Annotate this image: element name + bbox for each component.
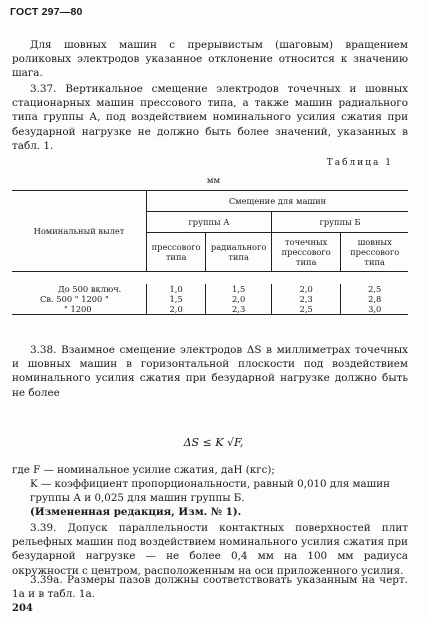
table-cell: 2,5 [341,284,408,294]
table-cell: 2,0 [147,304,206,315]
table-col-2: радиального типа [206,233,272,272]
table-cell: 1,5 [206,284,272,294]
paragraph-3-38: 3.38. Взаимное смещение электродов ΔS в миллиметрах точечных и шовных машин в горизонтальной плоскости под воздействием номинального усилия сжатия при безударной нагрузке должно быть не более [12,344,408,399]
formula: ΔS ≤ K √F, [183,436,244,449]
table-cell: 2,5 [272,304,341,315]
definition-k: K — коэффициент пропорциональности, равный 0,010 для машин группы А и 0,025 для машин группы Б. [30,478,390,504]
table-cell: 2,0 [206,294,272,304]
paragraph-3-39a: 3.39а. Размеры пазов должны соответствовать указанным на черт. 1а и в табл. 1а. [12,574,408,601]
paragraph-intro: Для шовных машин с прерывистым (шаговым) вращением роликовых электродов указанное отклонение относится к значению шага. [12,39,408,80]
table-cell: 1,5 [147,294,206,304]
table-1 [12,190,408,315]
paragraph-3-37: 3.37. Вертикальное смещение электродов точечных и шовных стационарных машин прессового типа, а также машин радиального типа группы А, под воздействием номинального усилия сжатия при безударной нагрузке не должно быть более значений, указанных в табл. 1. [12,83,408,152]
document-header: ГОСТ 297—80 [10,6,83,18]
table-title: Таблица 1 [326,158,393,168]
table-main-head: Смещение для машин [147,191,409,212]
table-rowhead: Номинальный вылет [12,191,147,272]
table-row-label: " 1200 [64,304,92,314]
table-cell: 2,0 [272,284,341,294]
table-col-1: прессового типа [147,233,206,272]
paragraph-3-39: 3.39. Допуск параллельности контактных поверхностей плит рельефных машин под воздействием номинального усилия сжатия при безударной нагрузке — не более 0,4 мм на 100 мм радиуса окружности с центром, расположенным на оси приложенного усилия. [12,522,408,577]
table-row-label: Св. 500 " 1200 " [40,294,109,304]
table-unit: мм [206,176,221,186]
table-row [12,304,408,315]
page-number: 204 [12,603,33,614]
table-col-3: точечных прессового типа [272,233,341,272]
table-group-b: группы Б [272,212,409,233]
table-cell: 2,8 [341,294,408,304]
amendment-note: (Измененная редакция, Изм. № 1). [30,506,242,518]
table-cell: 3,0 [341,304,408,315]
table-cell: 2,3 [206,304,272,315]
definition-f: где F — номинальное усилие сжатия, даН (кгс); [12,464,275,476]
table-cell: 1,0 [147,284,206,294]
table-cell: 2,3 [272,294,341,304]
table-col-4: шовных прессового типа [341,233,408,272]
table-row [12,294,408,304]
table-row-label: До 500 включ. [58,284,122,294]
table-row [12,284,408,294]
table-group-a: группы А [147,212,272,233]
